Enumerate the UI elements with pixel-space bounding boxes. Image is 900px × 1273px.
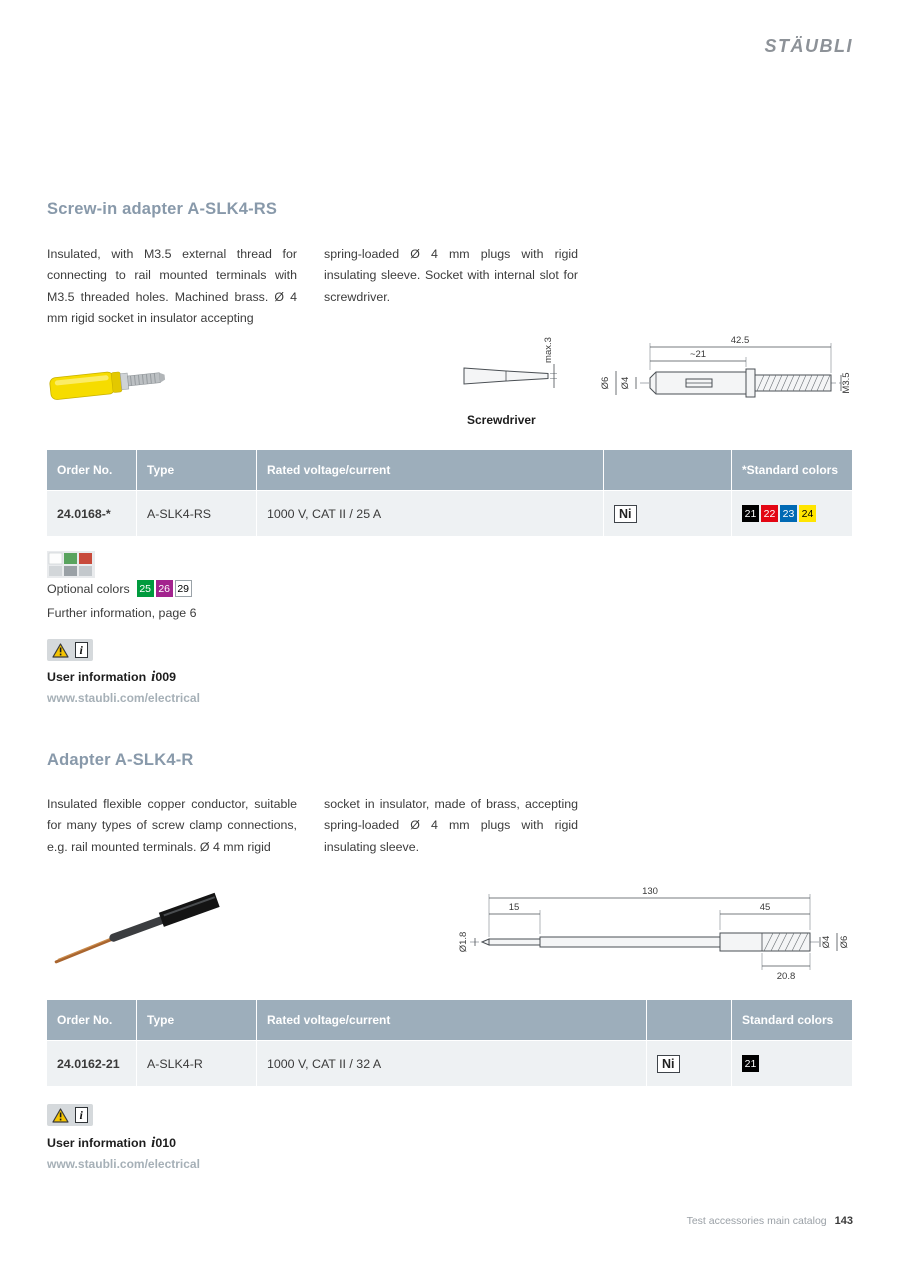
staubli-electrical-link-1[interactable]: www.staubli.com/electrical [47, 691, 200, 705]
dim-total-label: 42.5 [730, 335, 750, 346]
table1-header-type: Type [137, 450, 257, 490]
section-title-a-slk4-rs: Screw-in adapter A-SLK4-RS [47, 200, 278, 218]
user-information-label-2: User information [47, 1136, 147, 1150]
user-information-label: User information [47, 670, 147, 684]
color-chip-29: 29 [175, 580, 192, 597]
table2-header-rating: Rated voltage/current [257, 1000, 647, 1040]
table1-data-row [47, 491, 852, 536]
dim-dia4-label: Ø4 [620, 376, 631, 390]
table1-type: A-SLK4-RS [137, 491, 257, 536]
table1-header-row [47, 450, 852, 490]
page-footer [687, 1215, 853, 1227]
optional-color-chips [137, 580, 192, 597]
table2-header-blank [647, 1000, 732, 1040]
dim-thread-label: M3.5 [841, 372, 852, 394]
table1-header-rating: Rated voltage/current [257, 450, 604, 490]
color-chip-23: 23 [780, 505, 797, 522]
color-chip-21-b: 21 [742, 1055, 759, 1072]
color-chip-22: 22 [761, 505, 778, 522]
dim-dia18-label: Ø1.8 [458, 931, 469, 953]
table2-header-row [47, 1000, 852, 1040]
table1-header-order-no: Order No. [47, 450, 137, 490]
dimension-drawing-a-slk4-r [458, 884, 855, 989]
further-information-note: Further information, page 6 [47, 606, 197, 620]
dimension-drawing-a-slk4-rs [598, 330, 855, 423]
table2-header-type: Type [137, 1000, 257, 1040]
dim-body-label: ~21 [689, 349, 707, 360]
product-photo-a-slk4-rs [44, 342, 174, 415]
safety-info-icons-1 [47, 639, 93, 661]
color-chip-24: 24 [799, 505, 816, 522]
table2-colors-cell [732, 1041, 852, 1086]
ni-plating-badge: Ni [614, 505, 637, 523]
table1-colors-cell [732, 491, 852, 536]
color-chip-25: 25 [137, 580, 154, 597]
safety-info-icons-2 [47, 1104, 93, 1126]
dimension-drawing-2 [458, 884, 855, 984]
table2-header-order-no: Order No. [47, 1000, 137, 1040]
table1-rating: 1000 V, CAT II / 25 A [257, 491, 604, 536]
table1-order-no: 24.0168-* [47, 491, 137, 536]
dim-dia6-label: Ø6 [600, 376, 611, 390]
section-title-a-slk4-r: Adapter A-SLK4-R [47, 751, 194, 769]
warning-icon-2 [52, 1108, 69, 1123]
table2-order-no: 24.0162-21 [47, 1041, 137, 1086]
section1-paragraph-right: spring-loaded Ø 4 mm plugs with rigid insulating sleeve. Socket with internal slot for screwdriver. [324, 247, 578, 304]
user-information-code-2: 010 [155, 1136, 176, 1150]
standard-color-chips-2 [742, 1055, 759, 1072]
dim-15-label: 15 [508, 902, 520, 913]
optional-colors-label: Optional colors [47, 581, 130, 596]
adapter-photo-illustration [44, 342, 174, 410]
dim-45-label: 45 [759, 902, 771, 913]
footer-catalog-label: Test accessories main catalog [686, 1215, 827, 1227]
dim-dia4-label-2: Ø4 [821, 935, 832, 949]
info-doc-icon-2: i [151, 1135, 156, 1151]
table2-data-row [47, 1041, 852, 1086]
product-table-a-slk4-r [47, 1000, 852, 1086]
warning-icon [52, 643, 69, 658]
optional-colors-photo [47, 551, 95, 583]
table1-plating-cell [604, 491, 732, 536]
info-icon: i [75, 642, 88, 658]
user-information-1 [47, 669, 176, 686]
table1-header-standard-colors: *Standard colors [732, 450, 852, 490]
section1-paragraph-left: Insulated, with M3.5 external thread for connecting to rail mounted terminals with M3.5 threaded holes. Machined brass. Ø 4 mm rigid socket in insulator accepting [47, 247, 297, 326]
standard-color-chips [742, 505, 816, 522]
dimension-drawing-1 [598, 330, 855, 418]
screwdriver-label: Screwdriver [467, 413, 536, 427]
ni-plating-badge-2: Ni [657, 1055, 680, 1073]
table2-type: A-SLK4-R [137, 1041, 257, 1086]
info-icon-2: i [75, 1107, 88, 1123]
screwdriver-illustration [460, 334, 560, 410]
info-doc-icon: i [151, 669, 156, 685]
product-table-a-slk4-rs [47, 450, 852, 536]
staubli-electrical-link-2[interactable]: www.staubli.com/electrical [47, 1157, 200, 1171]
dim-max3-label: max.3 [543, 337, 554, 363]
user-information-code: 009 [155, 670, 176, 684]
product-photo-a-slk4-r [44, 876, 234, 971]
table2-plating-cell [647, 1041, 732, 1086]
dim-dia6-label-2: Ø6 [839, 935, 850, 949]
section2-paragraph-right: socket in insulator, made of brass, accepting spring-loaded Ø 4 mm plugs with rigid insulating sleeve. [324, 797, 578, 854]
footer-page-number: 143 [834, 1215, 853, 1227]
user-information-2 [47, 1135, 176, 1152]
section2-paragraph-left: Insulated flexible copper conductor, suitable for many types of screw clamp connections, e.g. rail mounted terminals. Ø 4 mm rigid [47, 797, 297, 854]
color-chip-21: 21 [742, 505, 759, 522]
table2-rating: 1000 V, CAT II / 32 A [257, 1041, 647, 1086]
color-palette-thumbnail [47, 551, 95, 578]
dim-208-label: 20.8 [776, 971, 796, 982]
table1-header-blank [604, 450, 732, 490]
staubli-logo: STÄUBLI [764, 36, 853, 56]
color-chip-26: 26 [156, 580, 173, 597]
dim-130-label: 130 [642, 886, 658, 897]
adapter-photo-illustration-2 [44, 876, 234, 966]
screwdriver-drawing [460, 334, 560, 415]
table2-header-standard-colors: Standard colors [732, 1000, 852, 1040]
optional-colors-line [47, 580, 192, 597]
